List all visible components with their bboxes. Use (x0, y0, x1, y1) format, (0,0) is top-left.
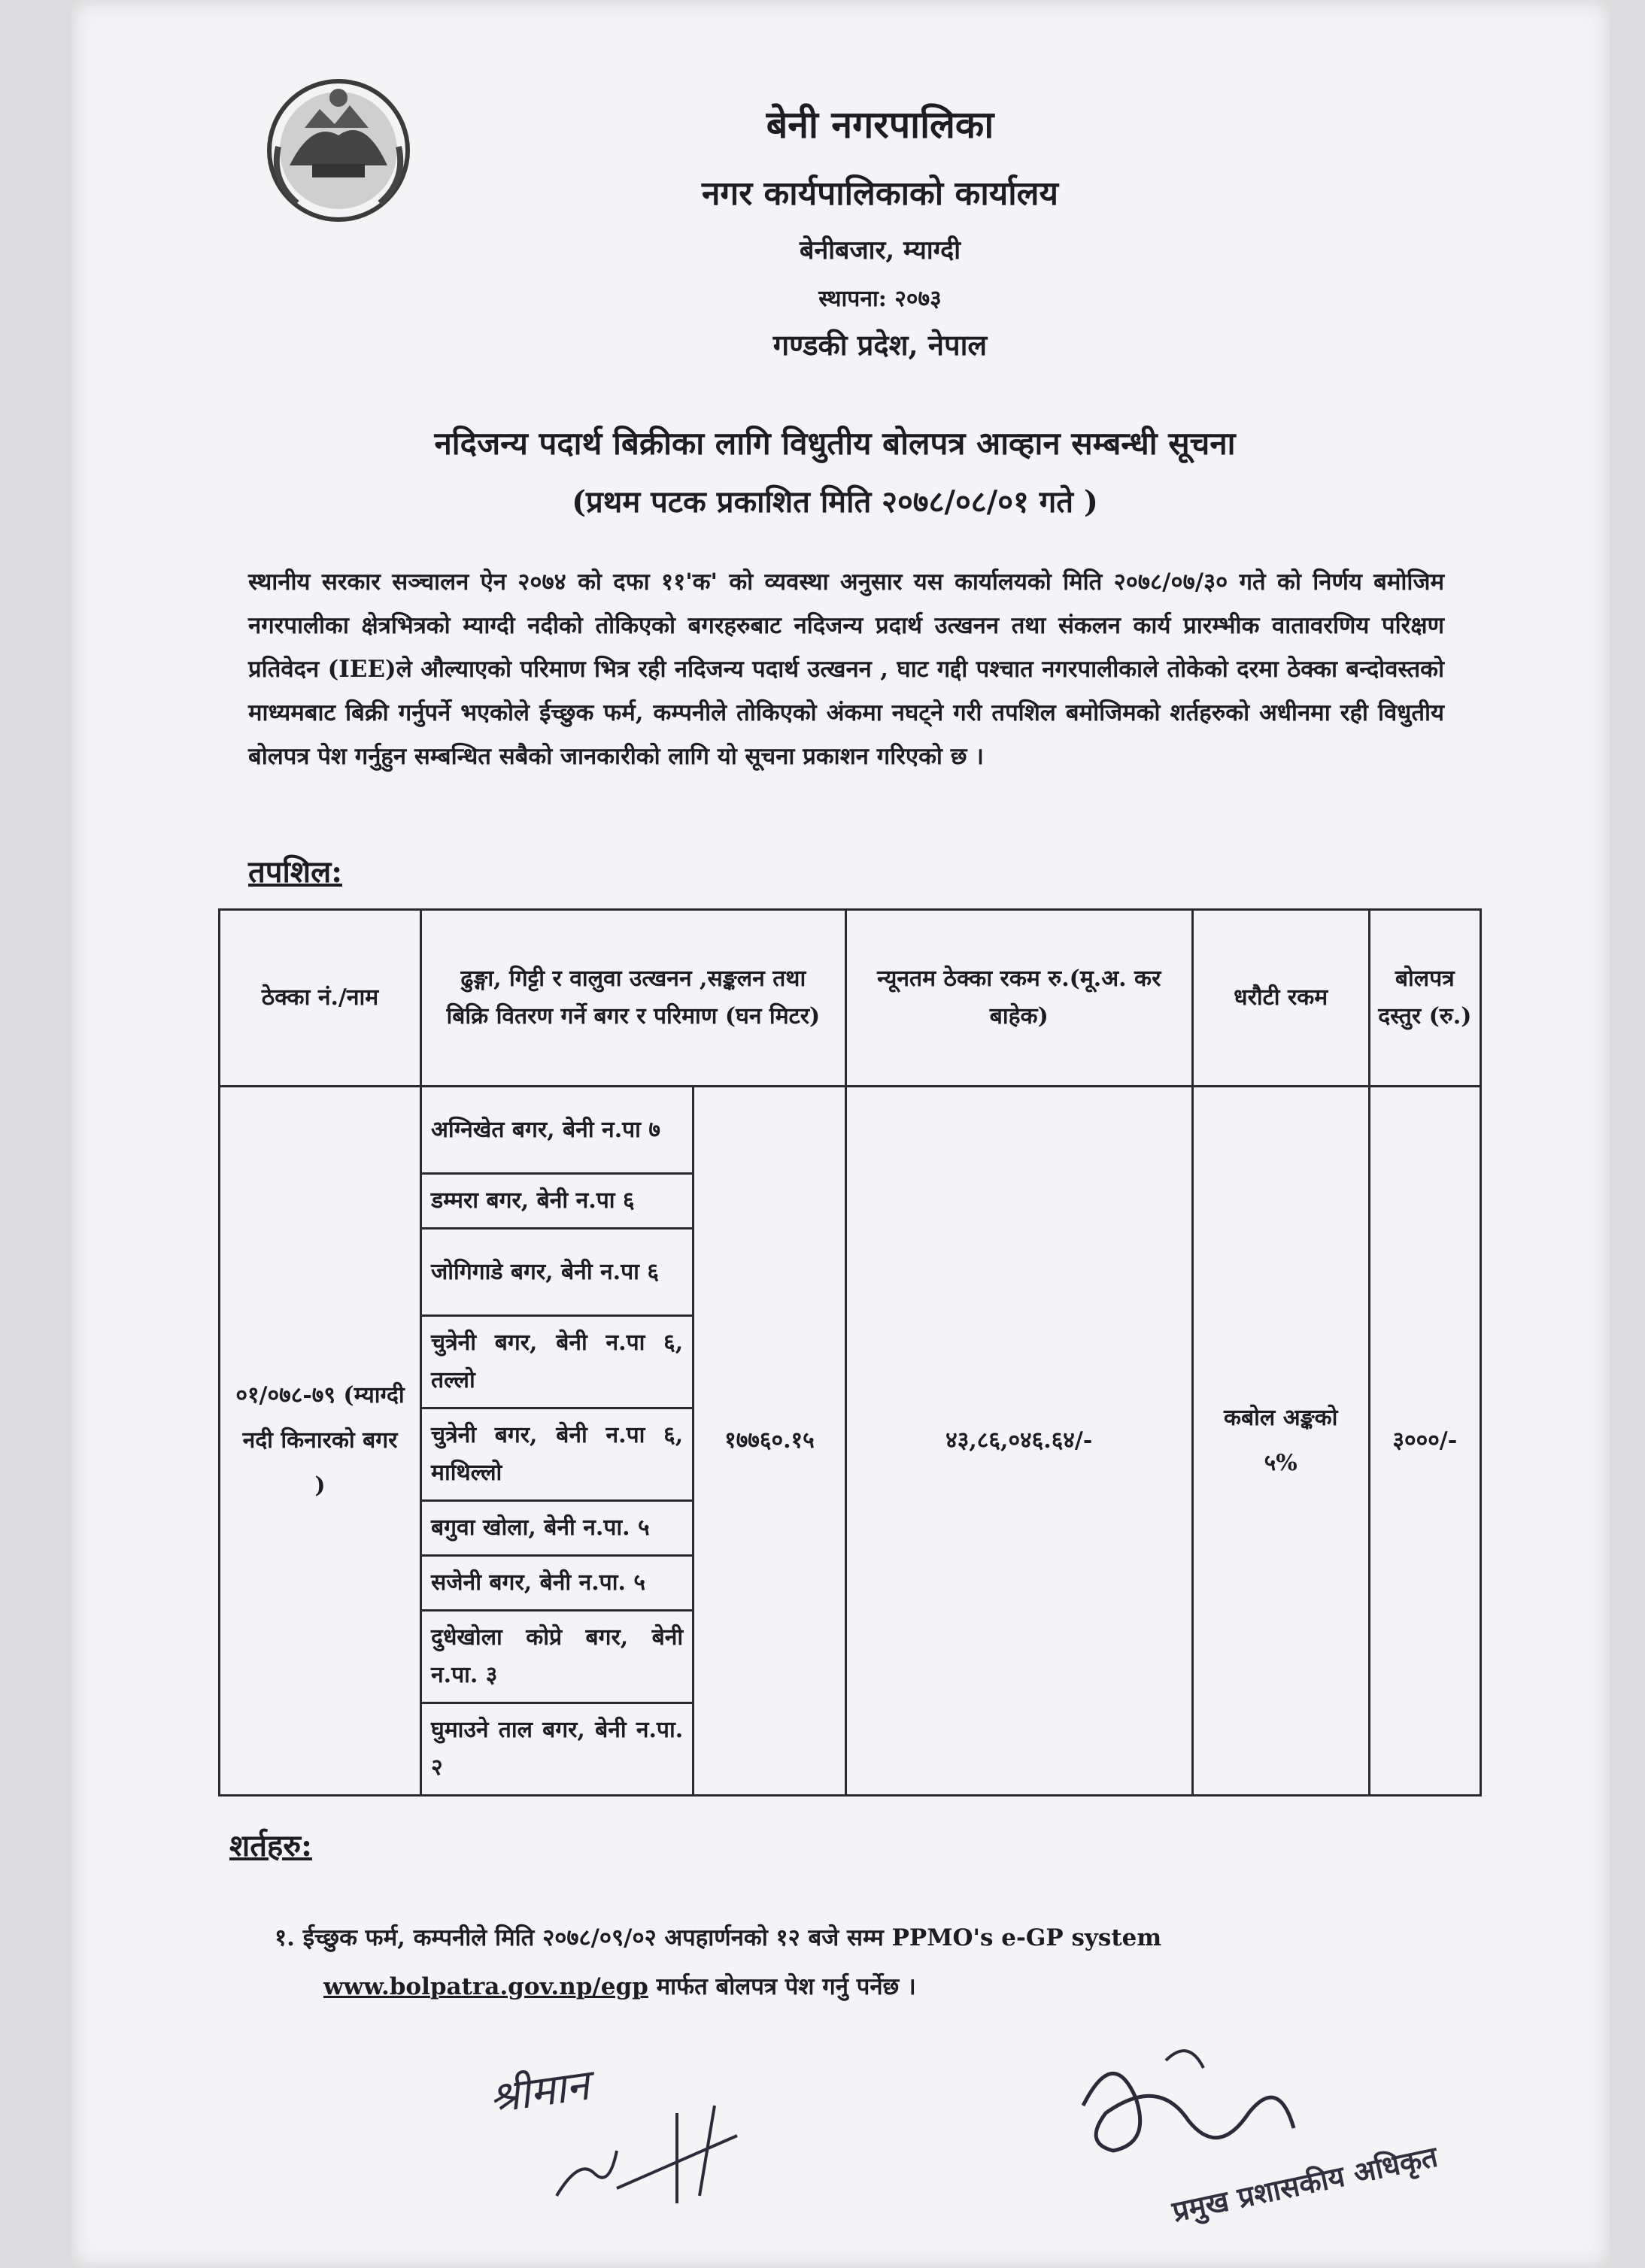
location-item: अग्निखेत बगर, बेनी न.पा ७ (421, 1087, 694, 1174)
established-year: स्थापना: २०७३ (818, 286, 942, 312)
left-signature-text: श्रीमान (486, 2060, 593, 2124)
condition-item-1: १. ईच्छुक फर्म, कम्पनीले मिति २०७८/०९/०२ अपहार्णनको १२ बजे सम्म PPMO's e-GP system (275, 1924, 1162, 1951)
location-item: चुत्रेनी बगर, बेनी न.पा ६, तल्लो (421, 1316, 694, 1408)
table-row (220, 1087, 1481, 1174)
right-signature (1068, 2030, 1489, 2226)
notice-title: नदिजन्य पदार्थ बिक्रीका लागि विधुतीय बोलपत्र आव्हान सम्बन्धी सूचना (434, 425, 1236, 462)
quantity-cell: १७७६०.१५ (694, 1087, 846, 1796)
contract-cell: ०१/०७८-७९ (म्याग्दी नदी किनारको बगर ) (220, 1087, 421, 1796)
office-address: बेनीबजार, म्याग्दी (799, 235, 961, 265)
location-item: जोगिगाडे बगर, बेनी न.पा ६ (421, 1229, 694, 1316)
fee-cell: ३०००/- (1369, 1087, 1480, 1796)
notice-body: स्थानीय सरकार सञ्चालन ऐन २०७४ को दफा ११'क' को व्यवस्था अनुसार यस कार्यालयको मिति २०७८/०७/३० गते को निर्णय बमोजिम नगरपालीका क्षेत्रभित्रको म्याग्दी नदीको तोकिएको बगरहरुबाट नदिजन्य प्रदार्थ उत्खनन तथा संकलन कार्य प्रारम्भीक वातावरणिय परिक्षण प्रतिवेदन (IEE)ले औल्याएको परिमाण भित्र रही नदिजन्य पदार्थ उत्खनन , घाट गद्दी पश्चात नगरपालीकाले तोकेको दरमा ठेक्का बन्दोवस्तको माध्यमबाट बिक्री गर्नुपर्ने भएकोले ईच्छुक फर्म, कम्पनीले तोकिएको अंकमा नघट्ने गरी तपशिल बमोजिमको शर्तहरुको अधीनमा रही विधुतीय बोलपत्र पेश गर्नुहुन सम्बन्धित सबैको जानकारीको लागि यो सूचना प्रकाशन गरिएको छ । (248, 569, 1444, 770)
province-name: गण्डकी प्रदेश, नेपाल (772, 328, 988, 362)
col-fee: बोलपत्र दस्तुर (रु.) (1369, 910, 1480, 1087)
office-name: नगर कार्यपालिकाको कार्यालय (702, 174, 1058, 213)
location-item: डम्मरा बगर, बेनी न.पा ६ (421, 1174, 694, 1229)
left-signature (466, 2045, 782, 2226)
location-item: घुमाउने ताल बगर, बेनी न.पा. २ (421, 1703, 694, 1796)
col-deposit: धरौटी रकम (1192, 910, 1369, 1087)
condition-item-1-tail: मार्फत बोलपत्र पेश गर्नु पर्नेछ । (648, 1973, 916, 2000)
deposit-cell: कबोल अङ्कको ५% (1192, 1087, 1369, 1796)
schedule-heading: तपशिल: (248, 854, 342, 890)
location-item: बगुवा खोला, बेनी न.पा. ५ (421, 1501, 694, 1556)
right-signature-title: प्रमुख प्रशासकीय अधिकृत (1169, 2139, 1441, 2226)
location-item: दुधेखोला कोप्रे बगर, बेनी न.पा. ३ (421, 1611, 694, 1703)
notice-subtitle: (प्रथम पटक प्रकाशित मिति २०७८/०८/०१ गते ) (572, 484, 1098, 520)
min-amount-cell: ४३,८६,०४६.६४/- (845, 1087, 1192, 1796)
col-locations: ढुङ्गा, गिट्टी र वालुवा उत्खनन ,सङ्कलन तथा बिक्रि वितरण गर्ने बगर र परिमाण (घन मिटर) (421, 910, 846, 1087)
col-min-amount: न्यूनतम ठेक्का रकम रु.(मू.अ. कर बाहेक) (845, 910, 1192, 1087)
municipality-name: बेनी नगरपालिका (766, 102, 994, 147)
col-contract: ठेक्का नं./नाम (220, 910, 421, 1087)
egp-link[interactable]: www.bolpatra.gov.np/egp (323, 1973, 648, 2000)
table-header-row (220, 910, 1481, 1087)
location-item: चुत्रेनी बगर, बेनी न.पा ६, माथिल्लो (421, 1408, 694, 1501)
condition-item-1-cont (323, 1963, 1452, 2011)
conditions-heading: शर्तहरु: (229, 1828, 312, 1863)
tender-schedule-table (218, 908, 1482, 1797)
government-emblem-icon (259, 75, 417, 226)
location-item: सजेनी बगर, बेनी न.पा. ५ (421, 1556, 694, 1611)
